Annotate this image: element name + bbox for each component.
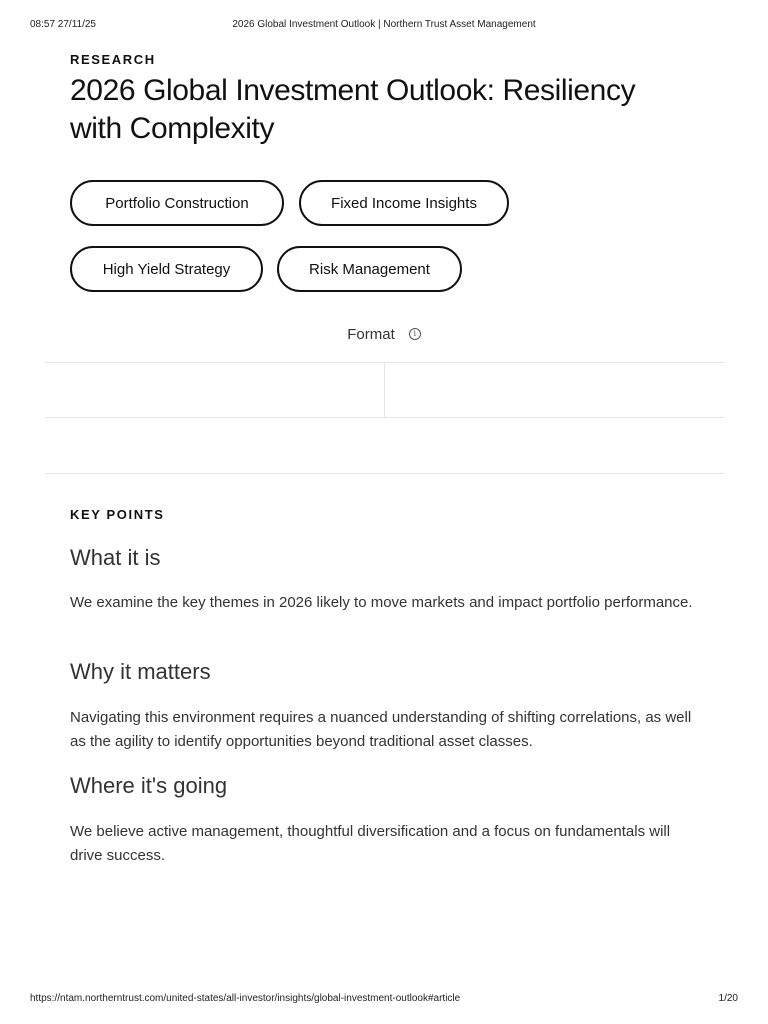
format-cell-left	[45, 363, 384, 417]
print-page-number: 1/20	[718, 993, 738, 1004]
key-point-body-what: We examine the key themes in 2026 likely to move markets and impact portfolio performance.	[70, 594, 693, 611]
tag-fixed-income-insights[interactable]: Fixed Income Insights	[299, 180, 509, 226]
format-cell-right	[385, 363, 725, 417]
key-point-body-why: Navigating this environment requires a nuanced understanding of shifting correlations, as well as the agility to identify opportunities beyond traditional asset classes.	[70, 709, 692, 750]
print-page-title: 2026 Global Investment Outlook | Northern Trust Asset Management	[232, 19, 536, 30]
format-table-bottom-divider	[45, 417, 725, 418]
print-timestamp: 08:57 27/11/25	[30, 19, 96, 30]
key-point-heading-what: What it is	[70, 545, 161, 570]
format-label: Format	[347, 325, 395, 343]
key-point-body-where: We believe active management, thoughtful diversification and a focus on fundamentals will drive success.	[70, 823, 671, 864]
print-footer	[0, 993, 768, 1007]
article-title: 2026 Global Investment Outlook: Resiliency with Complexity	[70, 74, 636, 145]
print-url: https://ntam.northerntrust.com/united-states/all-investor/insights/global-investment-outlook#article	[30, 993, 461, 1004]
tag-high-yield-strategy[interactable]: High Yield Strategy	[70, 246, 263, 292]
tag-portfolio-construction[interactable]: Portfolio Construction	[70, 180, 284, 226]
format-row	[0, 325, 768, 347]
key-point-heading-where: Where it's going	[70, 773, 228, 798]
tag-risk-management[interactable]: Risk Management	[277, 246, 462, 292]
info-icon[interactable]: i	[409, 328, 421, 340]
article-eyebrow: RESEARCH	[70, 52, 156, 67]
print-header	[0, 19, 768, 33]
key-point-heading-why: Why it matters	[70, 659, 211, 684]
section-divider	[45, 473, 725, 474]
key-points-label: KEY POINTS	[70, 507, 165, 522]
